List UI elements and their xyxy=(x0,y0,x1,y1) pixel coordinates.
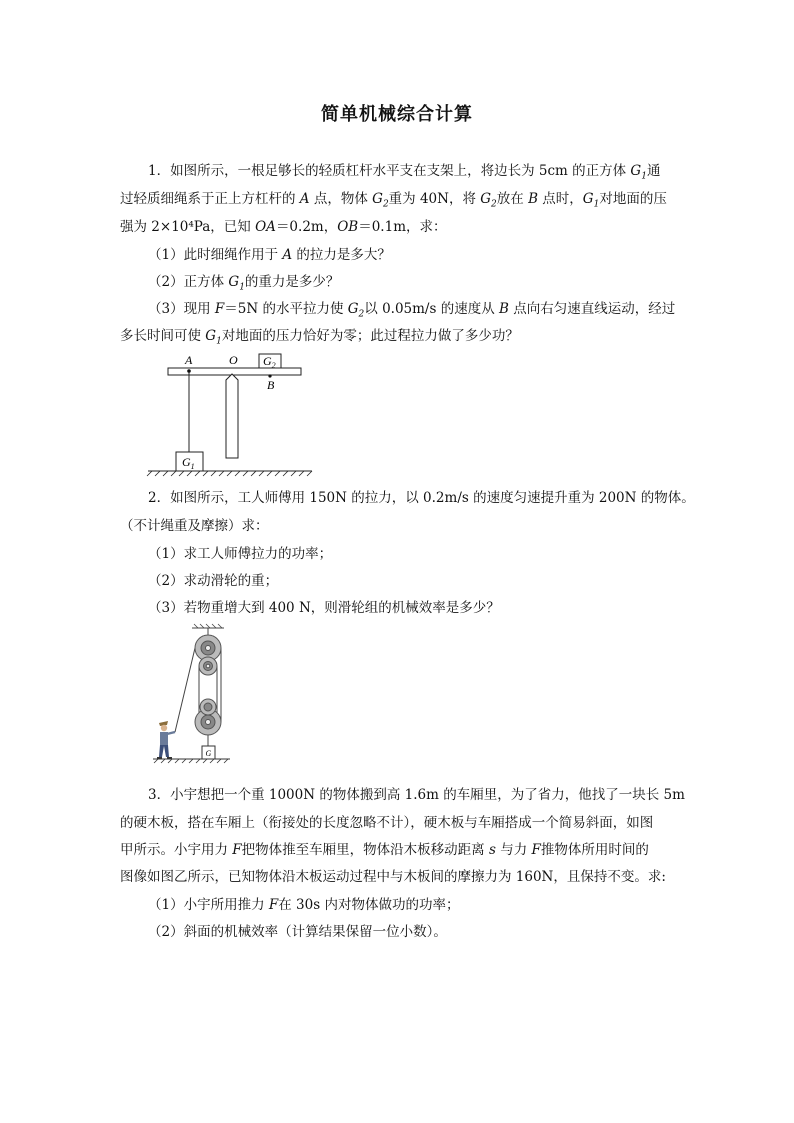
ground-hatch xyxy=(147,471,312,476)
q2-line-2: （不计绳重及摩擦）求： xyxy=(120,518,269,534)
point-a-dot xyxy=(187,369,191,373)
label-a: A xyxy=(185,353,193,367)
q1-sub-3b: 多长时间可使 $G_1$对地面的压力恰好为零；此过程拉力做了多少功？ xyxy=(120,328,519,347)
rope-pull xyxy=(175,648,195,732)
floor-hatch xyxy=(154,759,228,763)
pulley-figure xyxy=(150,622,235,774)
label-o: O xyxy=(229,353,238,367)
q1-sub-1: （1）此时细绳作用于 A 的拉力是多大？ xyxy=(148,247,391,263)
q1-line-2: 过轻质细绳系于正上方杠杆的 A 点，物体 $G_2$重为 40N，将 $G_2$放在 B 点时，$G_1$对地面的压 xyxy=(120,191,667,210)
worker-figure xyxy=(157,721,175,759)
q3-sub-2: （2）斜面的机械效率（计算结果保留一位小数）。 xyxy=(148,924,447,940)
movable-pulley-small xyxy=(200,699,216,715)
q2-sub-2: （2）求动滑轮的重； xyxy=(148,573,279,589)
label-g1: $G_1$ xyxy=(182,455,195,471)
q3-line-1: 3．小宇想把一个重 1000N 的物体搬到高 1.6m 的车厢里，为了省力，他找了一块长 5m xyxy=(148,787,685,803)
lever-figure xyxy=(146,352,316,474)
page-title: 简单机械综合计算 xyxy=(321,104,473,125)
q2-sub-1: （1）求工人师傅拉力的功率； xyxy=(148,546,333,562)
fixed-pulley-small xyxy=(199,657,217,675)
q3-line-3: 甲所示。小宇用力 F把物体推至车厢里，物体沿木板移动距离 s 与力 F推物体所用时间的 xyxy=(120,842,649,858)
q2-sub-3: （3）若物重增大到 400 N，则滑轮组的机械效率是多少？ xyxy=(148,600,500,616)
q3-sub-1: （1）小宇所用推力 F在 30s 内对物体做功的功率； xyxy=(148,897,460,913)
q1-line-1: 1．如图所示，一根足够长的轻质杠杆水平支在支架上，将边长为 5cm 的正方体 $G_1$通 xyxy=(148,163,661,182)
q3-line-4: 图像如图乙所示，已知物体沿木板运动过程中与木板间的摩擦力为 160N，且保持不变。求: xyxy=(120,869,666,885)
q1-sub-2: （2）正方体 $G_1$的重力是多少？ xyxy=(148,274,340,293)
weight-label: G xyxy=(205,749,212,758)
label-g2: $G_2$ xyxy=(263,354,276,370)
q2-line-1: 2．如图所示，工人师傅用 150N 的拉力，以 0.2m/s 的速度匀速提升重为 200N 的物体。 xyxy=(148,490,695,506)
q3-line-2: 的硬木板，搭在车厢上（衔接处的长度忽略不计），硬木板与车厢搭成一个简易斜面，如图 xyxy=(120,815,654,831)
q1-sub-3a: （3）现用 F＝5N 的水平拉力使 $G_2$以 0.05m/s 的速度从 B 点向右匀速直线运动，经过 xyxy=(148,301,676,320)
label-b: B xyxy=(267,378,275,392)
support-post xyxy=(226,374,238,458)
q1-line-3: 强为 2×10⁴Pa，已知 OA＝0.2m，OB＝0.1m，求： xyxy=(120,219,447,235)
